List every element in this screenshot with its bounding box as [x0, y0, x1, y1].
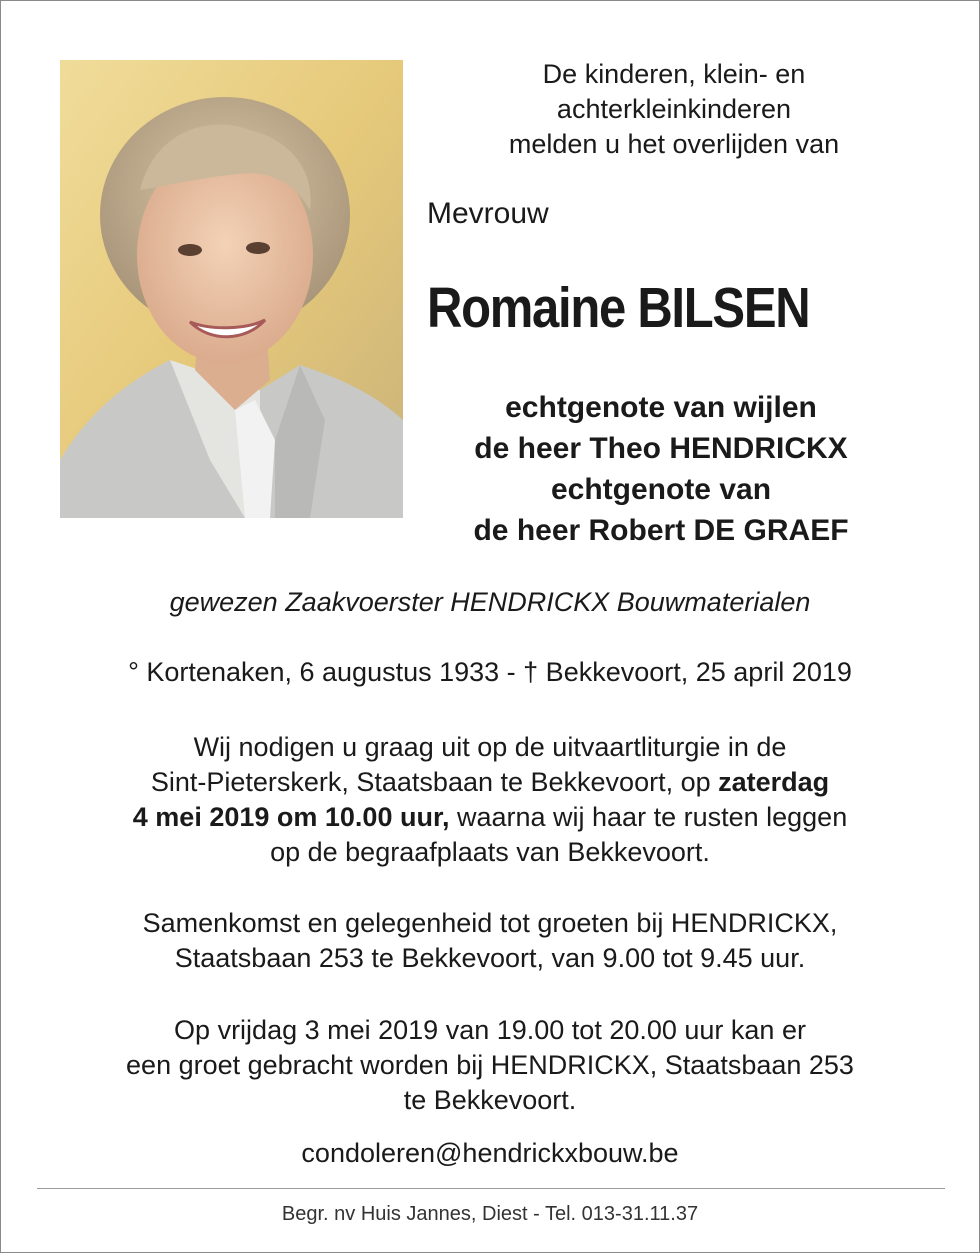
funeral-home-footer: Begr. nv Huis Jannes, Diest - Tel. 013-31.11.37 — [281, 1203, 699, 1225]
intro-line: achterkleinkinderen — [556, 94, 792, 124]
honorific: Mevrouw — [427, 197, 549, 230]
spouse-line: de heer Robert DE GRAEF — [473, 514, 849, 547]
deceased-name: Romaine BILSEN — [427, 276, 810, 340]
portrait-illustration — [60, 60, 403, 518]
visit-line: Op vrijdag 3 mei 2019 van 19.00 tot 20.00 uur kan er — [174, 1015, 806, 1045]
meeting-info — [1, 906, 979, 976]
former-role: gewezen Zaakvoerster HENDRICKX Bouwmaterialen — [169, 587, 811, 617]
meeting-line: Samenkomst en gelegenheid tot groeten bij HENDRICKX, — [142, 908, 838, 938]
funeral-liturgy-info — [1, 730, 979, 870]
liturgy-day: zaterdag — [718, 767, 830, 797]
birth-death-dates: ° Kortenaken, 6 augustus 1933 - † Bekkevoort, 25 april 2019 — [128, 657, 852, 687]
visit-line: te Bekkevoort. — [403, 1085, 577, 1115]
condolence-email: condoleren@hendrickxbouw.be — [301, 1138, 679, 1168]
visitation-info — [1, 1013, 979, 1118]
liturgy-line — [1, 765, 979, 800]
liturgy-datetime: 4 mei 2019 om 10.00 uur, — [132, 802, 450, 832]
intro-line: De kinderen, klein- en — [542, 59, 806, 89]
liturgy-line — [1, 800, 979, 835]
spouse-info — [411, 387, 911, 551]
visit-line: een groet gebracht worden bij HENDRICKX, Staatsbaan 253 — [126, 1050, 854, 1080]
intro-text — [431, 57, 917, 162]
spouse-line: de heer Theo HENDRICKX — [474, 432, 848, 465]
liturgy-line: Wij nodigen u graag uit op de uitvaartliturgie in de — [193, 732, 787, 762]
liturgy-text: Sint-Pieterskerk, Staatsbaan te Bekkevoort, op — [150, 767, 719, 797]
divider — [37, 1188, 945, 1189]
intro-line: melden u het overlijden van — [508, 129, 840, 159]
liturgy-line: op de begraafplaats van Bekkevoort. — [270, 837, 710, 867]
spouse-line: echtgenote van — [550, 473, 772, 506]
portrait-photo — [60, 60, 403, 518]
spouse-line: echtgenote van wijlen — [505, 391, 817, 424]
liturgy-text: waarna wij haar te rusten leggen — [449, 802, 848, 832]
meeting-line: Staatsbaan 253 te Bekkevoort, van 9.00 tot 9.45 uur. — [174, 943, 806, 973]
